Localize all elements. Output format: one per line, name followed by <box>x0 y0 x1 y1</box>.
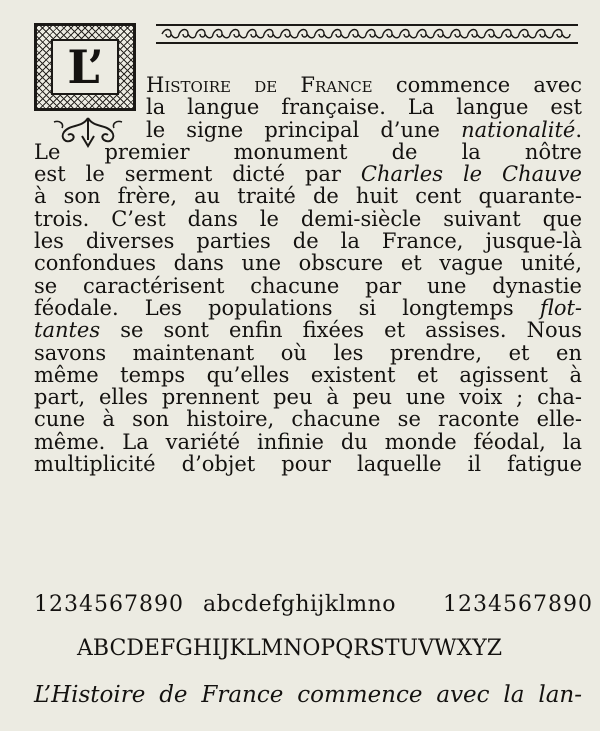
scroll-loop <box>315 30 332 38</box>
scroll-loop <box>536 30 553 38</box>
text-run: savons maintenant où les prendre, et en <box>34 340 582 365</box>
scroll-loop <box>196 30 213 38</box>
text-line <box>34 386 582 408</box>
scroll-loop <box>553 30 570 38</box>
text-line <box>34 230 582 252</box>
text-line <box>34 453 582 475</box>
text-run: le signe principal d’une <box>146 117 462 142</box>
scroll-loop <box>298 30 315 38</box>
scroll-loop <box>213 30 230 38</box>
text-line <box>34 185 582 207</box>
scroll-loop <box>349 30 366 38</box>
text-run: . <box>575 117 582 142</box>
scroll-loop <box>281 30 298 38</box>
text-line <box>34 163 582 185</box>
scroll-loop <box>417 30 434 38</box>
scroll-loop <box>179 30 196 38</box>
text-run: est le serment dicté par <box>34 162 361 187</box>
text-run: se sont enfin fixées et assises. Nous <box>100 318 582 343</box>
ornamental-top-band <box>156 24 578 44</box>
text-run: commence avec <box>372 73 583 97</box>
text-line <box>34 342 582 364</box>
scroll-loop <box>434 30 451 38</box>
text-line <box>34 252 582 274</box>
text-run: Charles le Chauve <box>360 162 582 187</box>
text-line <box>34 119 582 141</box>
text-run: multiplicité d’objet pour laquelle il fatigue <box>34 452 582 477</box>
text-run: les diverses parties de la France, jusque-là <box>34 229 582 254</box>
text-run: cune à son histoire, chacune se raconte elle- <box>34 407 582 432</box>
scroll-loop <box>383 30 400 38</box>
text-run: nationalité <box>461 117 576 142</box>
text-line <box>34 431 582 453</box>
scroll-loop <box>400 30 417 38</box>
dropcap-letter: L’ <box>67 40 103 94</box>
scroll-loop <box>451 30 468 38</box>
scroll-loop <box>332 30 349 38</box>
scroll-loop <box>247 30 264 38</box>
specimen-italic-line: L’Histoire de France commence avec la lan- <box>34 682 582 708</box>
specimen-lowercase: abcdefghijklmno <box>203 592 397 617</box>
scroll-loop <box>485 30 502 38</box>
text-line <box>34 208 582 230</box>
text-run: part, elles prennent peu à peu une voix ; cha- <box>34 385 582 410</box>
scroll-loop <box>519 30 536 38</box>
scroll-loop <box>230 30 247 38</box>
text-line <box>34 96 582 118</box>
text-line <box>34 319 582 341</box>
scroll-loop <box>468 30 485 38</box>
main-paragraph <box>34 74 582 475</box>
specimen-uppercase: ABCDEFGHIJKLMNOPQRSTUVWXYZ <box>77 636 503 661</box>
scroll-loop <box>366 30 383 38</box>
text-run: à son frère, au traité de huit cent quarante- <box>34 184 582 209</box>
text-run: Le premier monument de la nôtre <box>34 139 582 164</box>
text-run: trois. C’est dans le demi-siècle suivant que <box>34 206 582 231</box>
specimen-digits-right: 1234567890 <box>443 592 593 617</box>
scroll-loop <box>162 30 179 38</box>
text-run: se caractérisent chacune par une dynastie <box>34 273 582 298</box>
text-run: flot- <box>539 295 582 320</box>
text-run: tantes <box>34 318 101 343</box>
text-line <box>34 364 582 386</box>
text-run: féodale. Les populations si longtemps <box>34 295 540 320</box>
scroll-border-icon <box>156 26 574 42</box>
scroll-loop <box>502 30 519 38</box>
text-line <box>34 74 582 96</box>
text-run: même. La variété infinie du monde féodal, la <box>34 429 582 454</box>
scroll-loop <box>264 30 281 38</box>
text-line <box>34 275 582 297</box>
text-line <box>34 297 582 319</box>
text-run: confondues dans une obscure et vague unité, <box>34 251 582 276</box>
text-line <box>34 408 582 430</box>
text-run: Histoire de France <box>146 73 373 97</box>
specimen-digits-left: 1234567890 <box>34 592 184 617</box>
text-line <box>34 141 582 163</box>
text-run: la langue française. La langue est <box>146 95 582 120</box>
text-run: même temps qu’elles existent et agissent à <box>34 362 582 387</box>
